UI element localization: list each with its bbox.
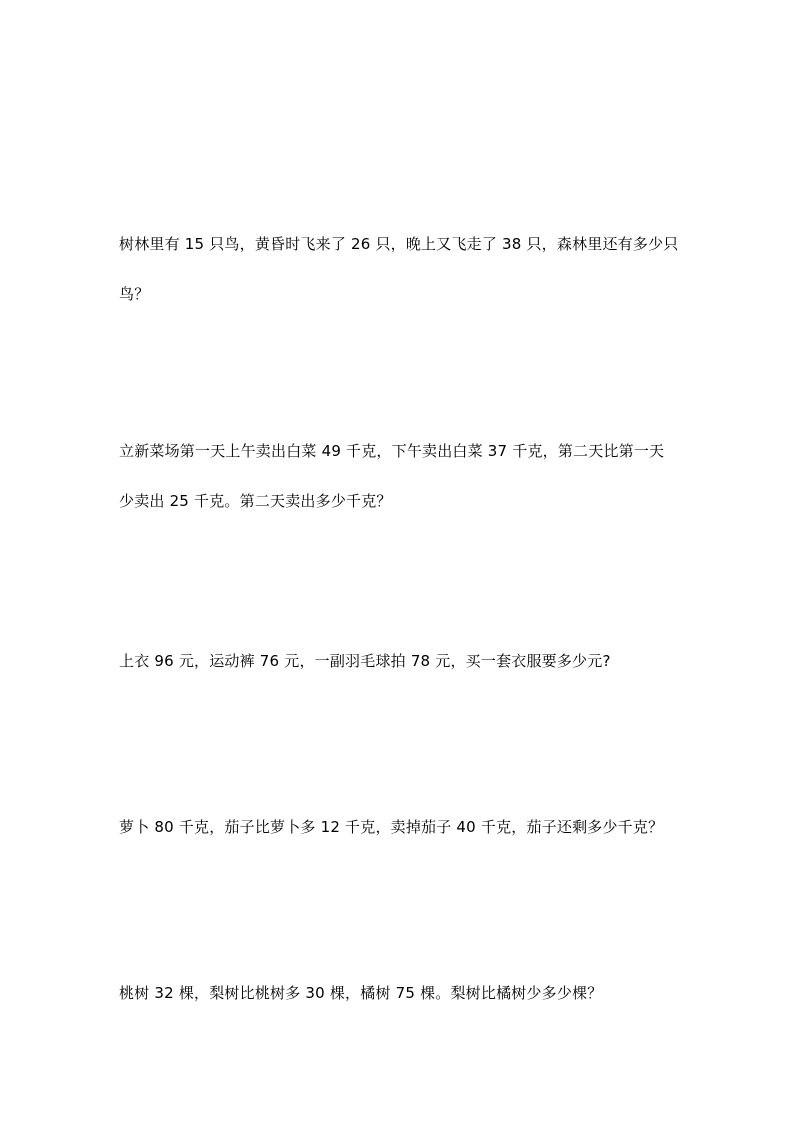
word-problem-2: 立新菜场第一天上午卖出白菜 49 千克，下午卖出白菜 37 千克，第二天比第一天少卖出 25 千克。第二天卖出多少千克？ — [119, 442, 665, 510]
word-problem-3: 上衣 96 元，运动裤 76 元，一副羽毛球拍 78 元，买一套衣服要多少元? — [119, 652, 611, 670]
word-problem-5: 桃树 32 棵，梨树比桃树多 30 棵，橘树 75 棵。梨树比橘树少多少棵？ — [119, 984, 603, 1002]
word-problem-4: 萝卜 80 千克，茄子比萝卜多 12 千克，卖掉茄子 40 千克，茄子还剩多少千克？ — [119, 818, 664, 836]
word-problem-1: 树林里有 15 只鸟，黄昏时飞来了 26 只，晚上又飞走了 38 只，森林里还有多少只鸟？ — [119, 235, 679, 303]
